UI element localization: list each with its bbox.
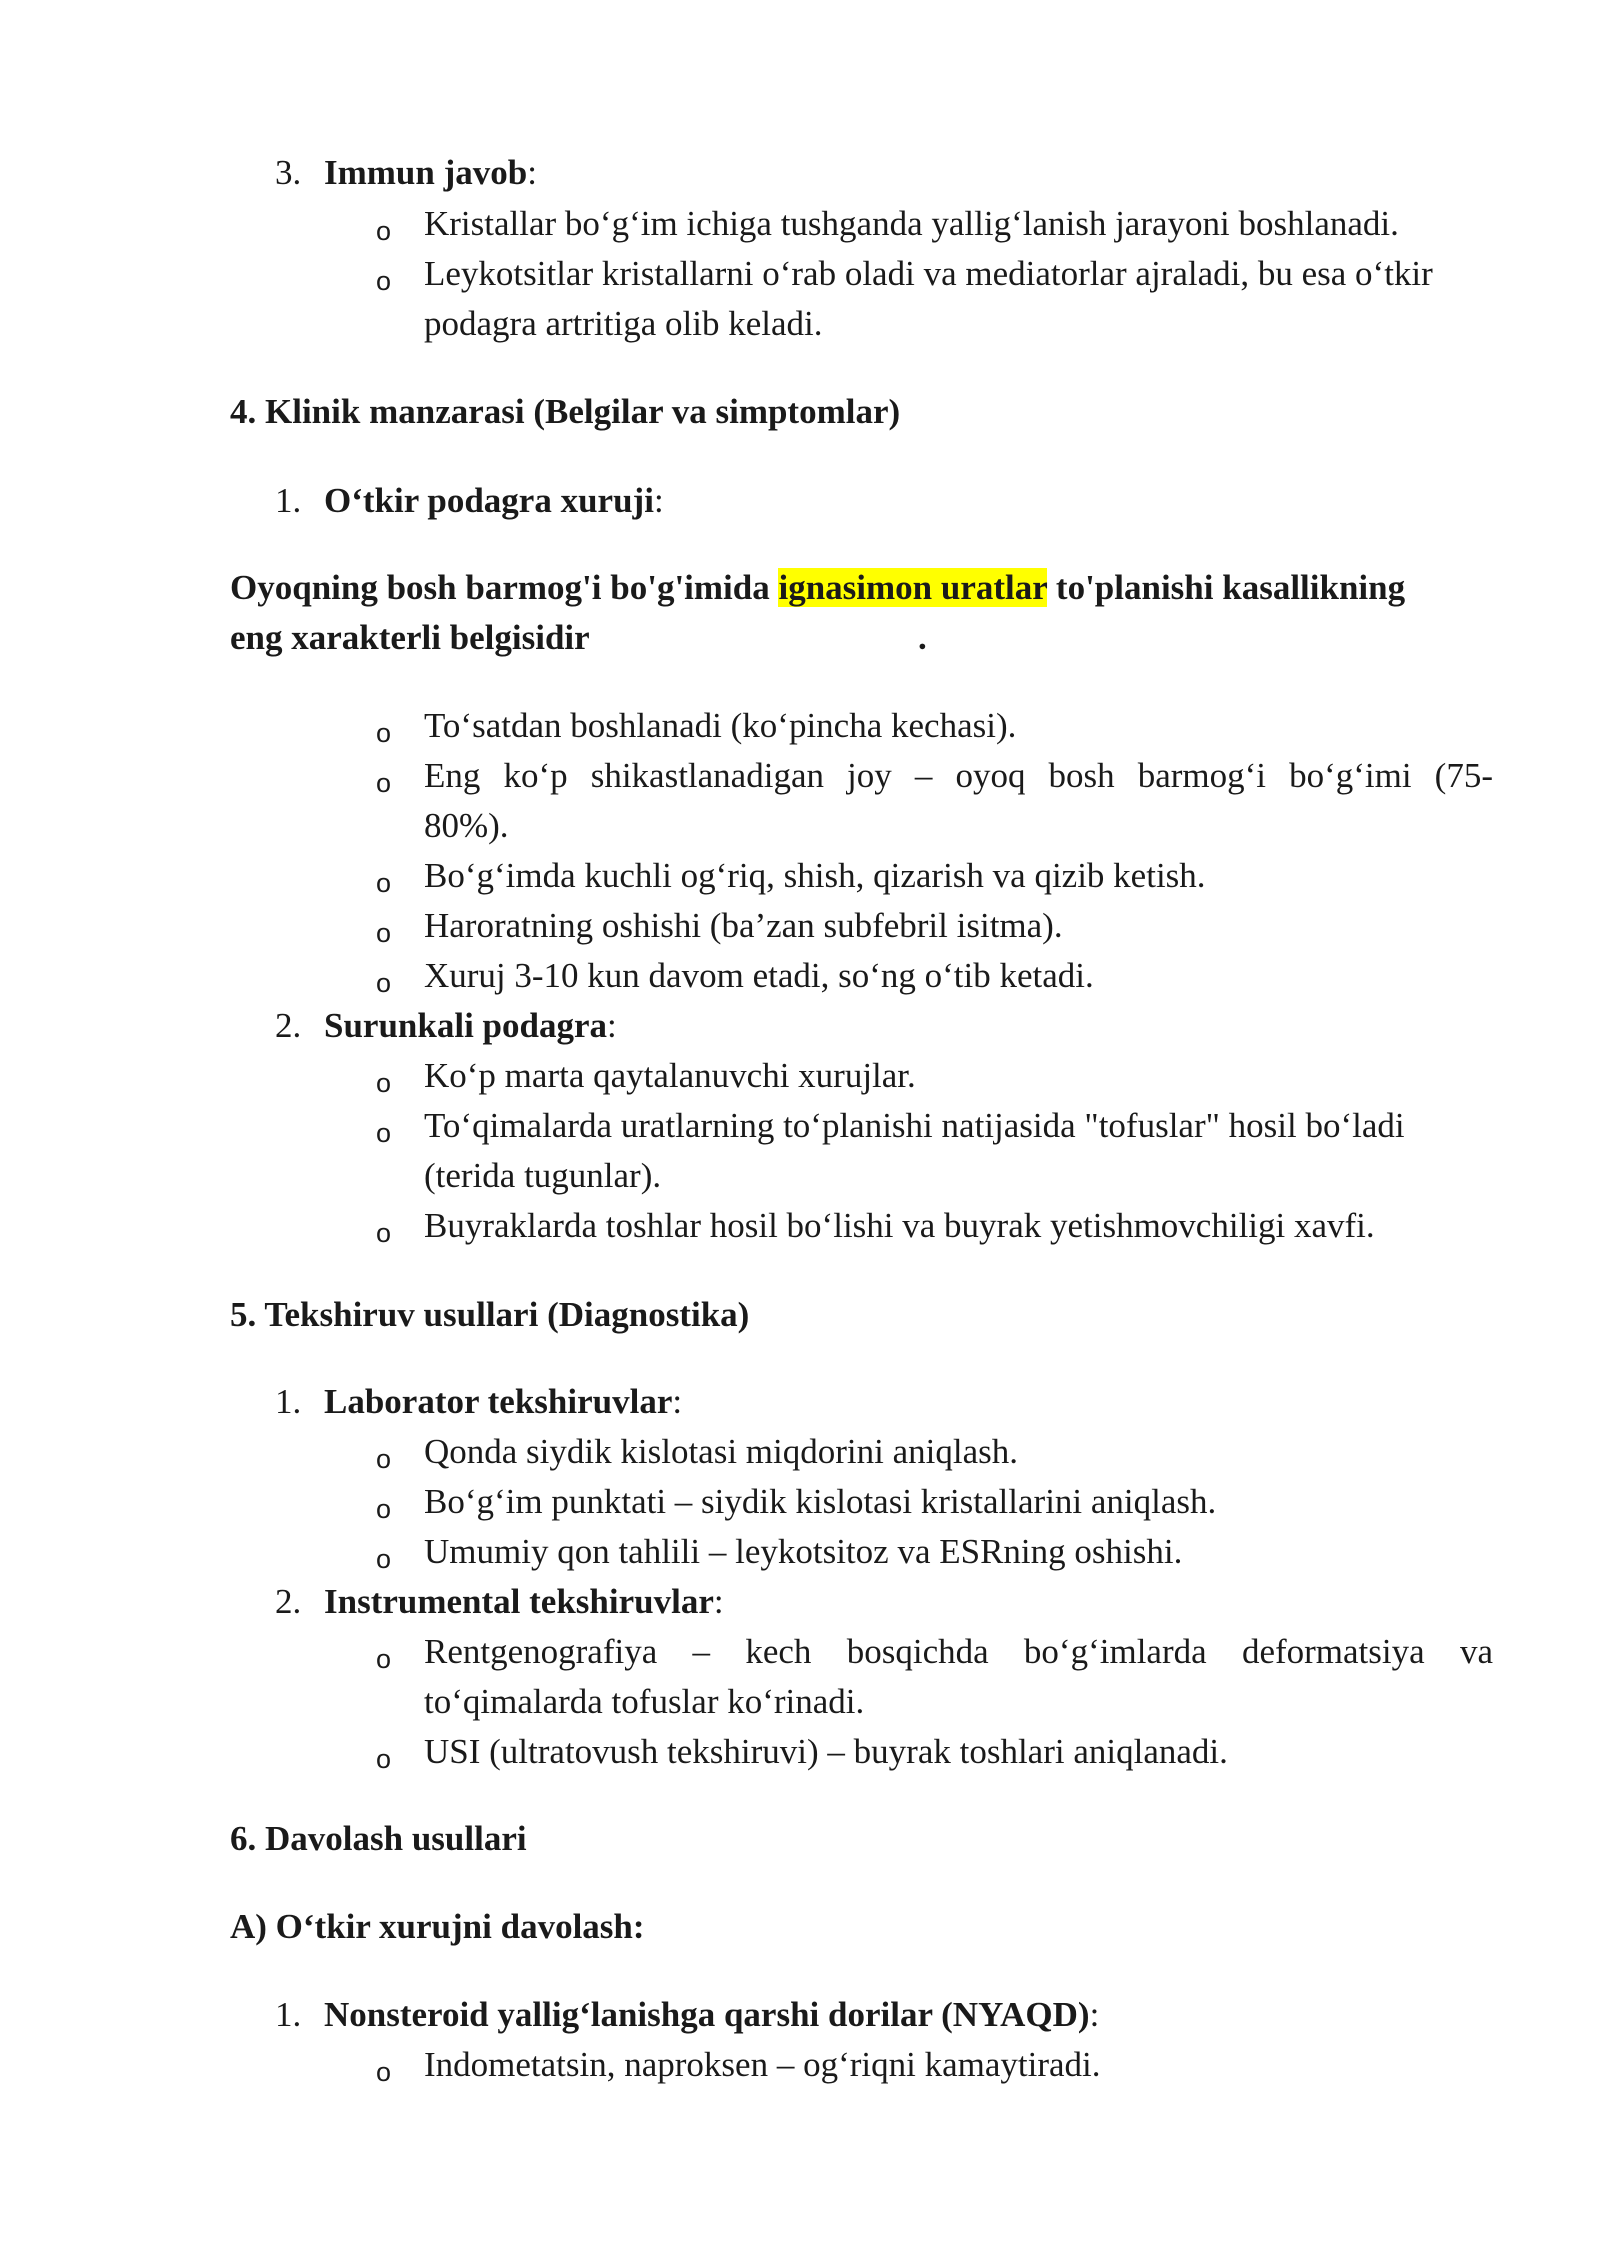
lab-bullet-3: Umumiy qon tahlili – leykotsitoz va ESRning oshishi. — [424, 1532, 1183, 1571]
acute-bullet-5: Xuruj 3-10 kun davom etadi, so‘ng o‘tib ketadi. — [424, 956, 1094, 995]
list-item-instrumental-tests — [275, 1581, 724, 1623]
key-note-before: Oyoqning bosh barmog'i bo'g'imida — [230, 568, 779, 607]
colon: : — [1089, 1995, 1100, 2034]
list-item-title: Nonsteroid yallig‘lanishga qarshi dorilar (NYAQD) — [324, 1995, 1090, 2034]
bullet-marker: o — [376, 1544, 392, 1574]
section-4-heading: 4. Klinik manzarasi (Belgilar va simptomlar) — [230, 392, 901, 431]
bullet-marker: o — [376, 768, 392, 798]
key-note-line-2: eng xarakterli belgisidir — [230, 618, 590, 657]
list-item-title: Surunkali podagra — [324, 1006, 608, 1045]
bullet-marker: o — [376, 1068, 392, 1098]
instr-bullet-1-line-2: to‘qimalarda tofuslar ko‘rinadi. — [424, 1682, 865, 1721]
key-note-line-1 — [230, 567, 1405, 609]
colon: : — [653, 481, 664, 520]
acute-bullet-2-line-1: Eng ko‘p shikastlanadigan joy – oyoq bosh barmog‘i bo‘g‘imi (75- — [424, 756, 1493, 795]
chronic-bullet-3: Buyraklarda toshlar hosil bo‘lishi va buyrak yetishmovchiligi xavfi. — [424, 1206, 1375, 1245]
list-number: 1. — [275, 1995, 302, 2034]
list-number: 3. — [275, 153, 302, 192]
bullet-marker: o — [376, 266, 392, 296]
list-item-title: Instrumental tekshiruvlar — [324, 1582, 714, 1621]
section-6-subheading: A) O‘tkir xurujni davolash: — [230, 1907, 645, 1946]
colon: : — [713, 1582, 724, 1621]
acute-bullet-4: Haroratning oshishi (ba’zan subfebril isitma). — [424, 906, 1063, 945]
list-item-title: Laborator tekshiruvlar — [324, 1382, 673, 1421]
list-item-nsaid — [275, 1994, 1099, 2036]
list-number: 1. — [275, 1382, 302, 1421]
immune-bullet-1: Kristallar bo‘g‘im ichiga tushganda yallig‘lanish jarayoni boshlanadi. — [424, 204, 1399, 243]
list-item-title: O‘tkir podagra xuruji — [324, 481, 654, 520]
immune-bullet-2-line-1: Leykotsitlar kristallarni o‘rab oladi va mediatorlar ajraladi, bu esa o‘tkir — [424, 254, 1433, 293]
bullet-marker: o — [376, 968, 392, 998]
list-item-acute-gout — [275, 480, 664, 522]
section-6-heading: 6. Davolash usullari — [230, 1819, 527, 1858]
chronic-bullet-1: Ko‘p marta qaytalanuvchi xurujlar. — [424, 1056, 916, 1095]
list-item-title: Immun javob — [324, 153, 528, 192]
immune-bullet-2-line-2: podagra artritiga olib keladi. — [424, 304, 823, 343]
list-number: 1. — [275, 481, 302, 520]
colon: : — [672, 1382, 683, 1421]
bullet-marker: o — [376, 918, 392, 948]
list-number: 2. — [275, 1582, 302, 1621]
chronic-bullet-2-line-1: To‘qimalarda uratlarning to‘planishi natijasida "tofuslar" hosil bo‘ladi — [424, 1106, 1405, 1145]
bullet-marker: o — [376, 868, 392, 898]
bullet-marker: o — [376, 2057, 392, 2087]
acute-bullet-3: Bo‘g‘imda kuchli og‘riq, shish, qizarish va qizib ketish. — [424, 856, 1206, 895]
key-note-dot: . — [918, 618, 927, 657]
acute-bullet-1: To‘satdan boshlanadi (ko‘pincha kechasi). — [424, 706, 1017, 745]
list-item-lab-tests — [275, 1381, 682, 1423]
acute-bullet-2-line-2: 80%). — [424, 806, 509, 845]
chronic-bullet-2-line-2: (terida tugunlar). — [424, 1156, 662, 1195]
highlighted-text: ignasimon uratlar — [778, 568, 1048, 607]
bullet-marker: o — [376, 1744, 392, 1774]
colon: : — [527, 153, 537, 192]
bullet-marker: o — [376, 1644, 392, 1674]
key-note-after: to'planishi kasallikning — [1047, 568, 1406, 607]
instr-bullet-2: USI (ultratovush tekshiruvi) – buyrak toshlari aniqlanadi. — [424, 1732, 1228, 1771]
bullet-marker: o — [376, 1494, 392, 1524]
section-5-heading: 5. Tekshiruv usullari (Diagnostika) — [230, 1295, 750, 1334]
bullet-marker: o — [376, 718, 392, 748]
colon: : — [607, 1006, 617, 1045]
instr-bullet-1-line-1: Rentgenografiya – kech bosqichda bo‘g‘imlarda deformatsiya va — [424, 1632, 1493, 1671]
bullet-marker: o — [376, 1444, 392, 1474]
lab-bullet-1: Qonda siydik kislotasi miqdorini aniqlash. — [424, 1432, 1018, 1471]
list-item-chronic-gout — [275, 1005, 617, 1047]
bullet-marker: o — [376, 1218, 392, 1248]
bullet-marker: o — [376, 1118, 392, 1148]
list-item-immune — [275, 152, 537, 194]
lab-bullet-2: Bo‘g‘im punktati – siydik kislotasi kristallarini aniqlash. — [424, 1482, 1217, 1521]
list-number: 2. — [275, 1006, 302, 1045]
bullet-marker: o — [376, 216, 392, 246]
nsaid-bullet-1: Indometatsin, naproksen – og‘riqni kamaytiradi. — [424, 2045, 1101, 2084]
